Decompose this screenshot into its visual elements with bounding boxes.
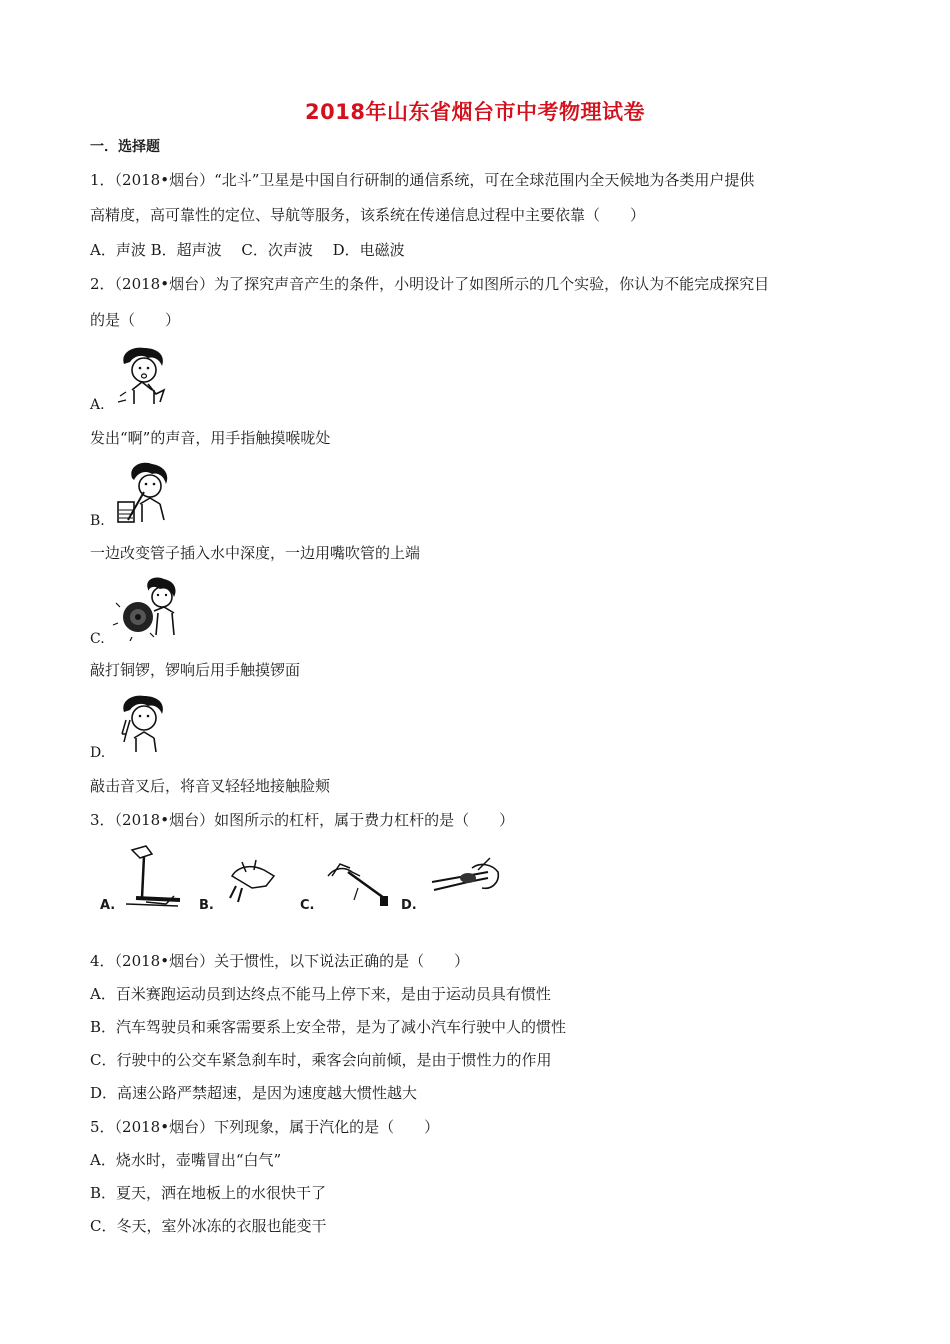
q2-option-b-text: 一边改变管子插入水中深度，一边用嘴吹管的上端: [90, 544, 421, 562]
q2-option-d-text: 敲击音叉后，将音叉轻轻地接触脸颊: [90, 777, 331, 795]
q1-options: A．声波 B．超声波 C．次声波 D．电磁波: [90, 241, 405, 259]
q4-stem: 4．（2018•烟台）关于惯性，以下说法正确的是（ ）: [90, 952, 470, 970]
q2-option-c-text: 敲打铜锣，锣响后用手触摸锣面: [90, 661, 301, 679]
q2-option-a-letter: A.: [90, 397, 105, 413]
q2-stem-line1: 2．（2018•烟台）为了探究声音产生的条件，小明设计了如图所示的几个实验，你认为不能完成探究目: [90, 275, 770, 293]
q3-stem: 3．（2018•烟台）如图所示的杠杆，属于费力杠杆的是（ ）: [90, 811, 515, 829]
q2-figure-a-throat: [112, 346, 176, 408]
q2-figure-c-gong: [112, 577, 184, 641]
q2-option-b-letter: B.: [90, 513, 105, 529]
q3-label-c: C.: [300, 898, 315, 913]
q3-figure-b-hand-tool: [230, 860, 274, 902]
q4-option-b: B．汽车驾驶员和乘客需要系上安全带，是为了减小汽车行驶中人的惯性: [90, 1018, 567, 1036]
q4-option-a: A．百米赛跑运动员到达终点不能马上停下来，是由于运动员具有惯性: [90, 985, 551, 1003]
q3-label-b: B.: [199, 898, 214, 913]
q5-stem: 5．（2018•烟台）下列现象，属于汽化的是（ ）: [90, 1118, 440, 1136]
document-title: 2018年山东省烟台市中考物理试卷: [305, 100, 645, 124]
section-heading: 一．选择题: [90, 139, 160, 155]
q3-figure-c-arm-tool: [328, 864, 388, 906]
q3-figure-a-lever: [126, 846, 180, 906]
q1-stem-line2: 高精度，高可靠性的定位、导航等服务，该系统在传递信息过程中主要依靠（ ）: [90, 206, 646, 224]
q2-figure-d-tuning-fork: [112, 694, 176, 756]
q5-option-c: C．冬天，室外冰冻的衣服也能变干: [90, 1217, 327, 1235]
q4-option-c: C．行驶中的公交车紧急刹车时，乘客会向前倾，是由于惯性力的作用: [90, 1051, 552, 1069]
q3-label-d: D.: [401, 898, 417, 913]
q3-label-a: A.: [100, 898, 116, 913]
q5-option-b: B．夏天，洒在地板上的水很快干了: [90, 1184, 327, 1202]
q2-option-a-text: 发出“啊”的声音，用手指触摸喉咙处: [90, 429, 331, 447]
q2-figure-b-tube: [112, 462, 176, 526]
q1-stem-line1: 1．（2018•烟台）“北斗”卫星是中国自行研制的通信系统，可在全球范围内全天候地为各类用户提供: [90, 171, 755, 189]
q2-stem-line2: 的是（ ）: [90, 311, 181, 329]
q2-option-c-letter: C.: [90, 631, 105, 647]
q2-option-d-letter: D.: [90, 745, 106, 761]
q3-figure-d-scissors: [432, 858, 498, 890]
q4-option-d: D．高速公路严禁超速，是因为速度越大惯性越大: [90, 1084, 418, 1102]
q5-option-a: A．烧水时，壶嘴冒出“白气”: [90, 1151, 282, 1169]
